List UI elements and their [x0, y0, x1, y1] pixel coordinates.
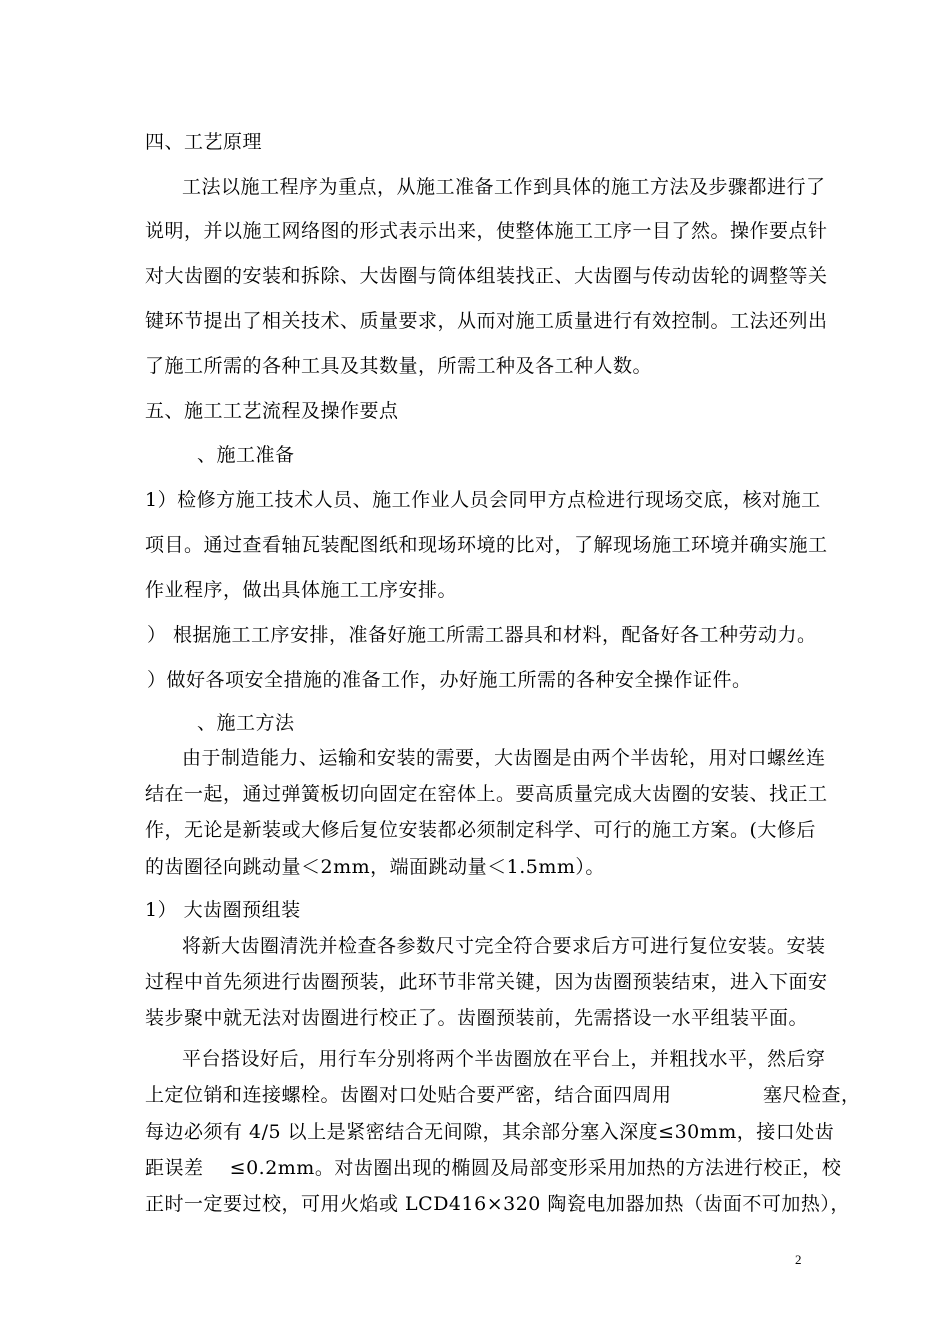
paragraph-line: 平台搭设好后，用行车分别将两个半齿圈放在平台上，并粗找水平，然后穿 [182, 1048, 826, 1070]
section-heading-process-principle: 四、工艺原理 [145, 131, 263, 153]
paragraph-line: 距误差 ≤0.2mm。对齿圈出现的椭圆及局部变形采用加热的方法进行校正，校 [145, 1157, 842, 1179]
paragraph-line: 工法以施工程序为重点，从施工准备工作到具体的施工方法及步骤都进行了 [182, 176, 826, 198]
paragraph-line: 装步聚中就无法对齿圈进行校正了。齿圈预装前，先需搭设一水平组装平面。 [145, 1007, 809, 1029]
paragraph-line: 作业程序，做出具体施工工序安排。 [145, 579, 458, 601]
numbered-heading-pre-assembly: 1） 大齿圈预组装 [145, 899, 301, 921]
subsection-heading-preparation: 、施工准备 [197, 444, 295, 466]
paragraph-line: 1）检修方施工技术人员、施工作业人员会同甲方点检进行现场交底，核对施工 [145, 489, 821, 511]
paragraph-line: 对大齿圈的安装和拆除、大齿圈与筒体组装找正、大齿圈与传动齿轮的调整等关 [145, 265, 828, 287]
subsection-heading-method: 、施工方法 [197, 712, 295, 734]
paragraph-line: 由于制造能力、运输和安装的需要，大齿圈是由两个半齿轮，用对口螺丝连 [182, 747, 826, 769]
paragraph-line: 作，无论是新装或大修后复位安装都必须制定科学、可行的施工方案。(大修后 [145, 819, 816, 841]
paragraph-line: 过程中首先须进行齿圈预装，此环节非常关键，因为齿圈预装结束，进入下面安 [145, 971, 828, 993]
paragraph-line: 项目。通过查看轴瓦装配图纸和现场环境的比对，了解现场施工环境并确实施工 [145, 534, 828, 556]
paragraph-line: 结在一起，通过弹簧板切向固定在窑体上。要高质量完成大齿圈的安装、找正工 [145, 783, 828, 805]
paragraph-line: 正时一定要过校，可用火焰或 LCD416×320 陶瓷电加器加热（齿面不可加热）， [145, 1193, 850, 1215]
list-item-line: ）做好各项安全措施的准备工作，办好施工所需的各种安全操作证件。 [147, 669, 752, 691]
paragraph-line: 将新大齿圈清洗并检查各参数尺寸完全符合要求后方可进行复位安装。安装 [182, 935, 826, 957]
paragraph-line: 了施工所需的各种工具及其数量，所需工种及各工种人数。 [145, 355, 653, 377]
paragraph-line: 的齿圈径向跳动量＜2mm，端面跳动量＜1.5mm）。 [145, 856, 605, 878]
paragraph-line: 每边必须有 4/5 以上是紧密结合无间隙，其余部分塞入深度≤30mm，接口处齿 [145, 1121, 835, 1143]
page-number: 2 [795, 1252, 802, 1267]
list-item-line: ） 根据施工工序安排，准备好施工所需工器具和材料，配备好各工种劳动力。 [147, 624, 817, 646]
paragraph-line: 键环节提出了相关技术、质量要求，从而对施工质量进行有效控制。工法还列出 [145, 310, 828, 332]
section-heading-workflow: 五、施工工艺流程及操作要点 [145, 400, 399, 422]
paragraph-line: 上定位销和连接螺栓。齿圈对口处贴合要严密，结合面四周用 塞尺检查， [145, 1084, 861, 1106]
paragraph-line: 说明，并以施工网络图的形式表示出来，使整体施工工序一目了然。操作要点针 [145, 220, 828, 242]
